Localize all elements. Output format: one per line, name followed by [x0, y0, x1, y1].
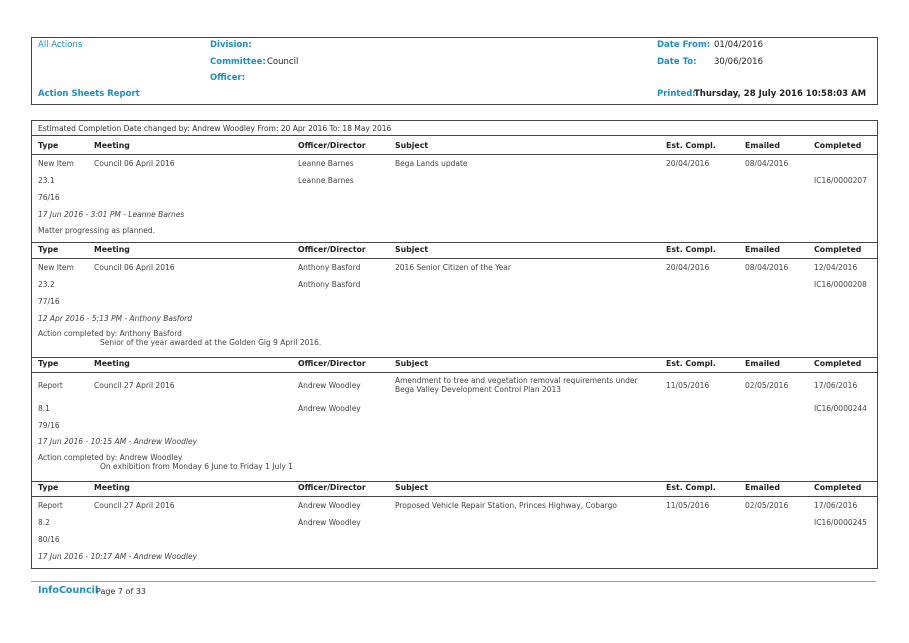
- item-ref: 77/16: [38, 297, 60, 306]
- item-emailed: 02/05/2016: [745, 381, 789, 390]
- item-officer: Anthony Basford: [298, 263, 361, 272]
- item-completed: 12/04/2016: [814, 263, 858, 272]
- col-header-est-compl: Est. Compl.: [666, 483, 716, 492]
- col-header-officer: Officer/Director: [298, 483, 366, 492]
- item-number: 23.2: [38, 280, 55, 289]
- item-completed: 17/06/2016: [814, 501, 858, 510]
- all-actions-label: All Actions: [38, 40, 83, 50]
- brand-logo: InfoCouncil: [38, 585, 99, 596]
- printed-value: Thursday, 28 July 2016 10:58:03 AM: [694, 89, 867, 99]
- col-header-officer: Officer/Director: [298, 141, 366, 150]
- item-action-text: [38, 453, 293, 471]
- item-officer-secondary: Andrew Woodley: [298, 518, 361, 527]
- item-timestamp-note: 12 Apr 2016 - 5:13 PM - Anthony Basford: [38, 314, 193, 323]
- item-doc-ref: IC16/0000207: [814, 176, 867, 185]
- item-emailed: 08/04/2016: [745, 263, 789, 272]
- col-header-est-compl: Est. Compl.: [666, 141, 716, 150]
- committee-label: Committee:: [210, 57, 266, 67]
- col-header-type: Type: [38, 245, 59, 254]
- item-emailed: 02/05/2016: [745, 501, 789, 510]
- item-est-compl: 11/05/2016: [666, 501, 710, 510]
- col-header-subject: Subject: [395, 141, 429, 150]
- action-line-1: Matter progressing as planned.: [38, 226, 155, 235]
- col-header-emailed: Emailed: [745, 141, 780, 150]
- item-meeting: Council 27 April 2016: [94, 501, 175, 510]
- item-ref: 79/16: [38, 421, 60, 430]
- action-line-1: Action completed by: Andrew Woodley: [38, 453, 183, 462]
- date-from-label: Date From:: [657, 40, 711, 50]
- item-meeting: Council 27 April 2016: [94, 381, 175, 390]
- col-header-subject: Subject: [395, 359, 429, 368]
- item-ref: 76/16: [38, 193, 60, 202]
- item-emailed: 08/04/2016: [745, 159, 789, 168]
- col-header-subject: Subject: [395, 483, 429, 492]
- col-header-meeting: Meeting: [94, 245, 130, 254]
- item-officer-secondary: Andrew Woodley: [298, 404, 361, 413]
- col-header-type: Type: [38, 141, 59, 150]
- col-header-officer: Officer/Director: [298, 245, 366, 254]
- col-header-est-compl: Est. Compl.: [666, 245, 716, 254]
- col-header-meeting: Meeting: [94, 483, 130, 492]
- item-doc-ref: IC16/0000208: [814, 280, 867, 289]
- committee-value: Council: [267, 57, 299, 67]
- divider: [32, 258, 877, 259]
- divider: [32, 481, 877, 482]
- item-officer: Leanne Barnes: [298, 159, 354, 168]
- col-header-type: Type: [38, 483, 59, 492]
- report-title: Action Sheets Report: [38, 89, 140, 99]
- action-line-1: Action completed by: Anthony Basford: [38, 329, 182, 338]
- item-action-text: [38, 329, 321, 347]
- item-timestamp-note: 17 Jun 2016 - 10:15 AM - Andrew Woodley: [38, 437, 198, 446]
- action-line-2: On exhibition from Monday 6 June to Friday 1 July 1: [100, 462, 293, 471]
- divider: [32, 496, 877, 497]
- division-label: Division:: [210, 40, 252, 50]
- item-est-compl: 20/04/2016: [666, 159, 710, 168]
- item-est-compl: 20/04/2016: [666, 263, 710, 272]
- item-officer-secondary: Anthony Basford: [298, 280, 361, 289]
- col-header-completed: Completed: [814, 141, 862, 150]
- item-doc-ref: IC16/0000244: [814, 404, 867, 413]
- item-ref: 80/16: [38, 535, 60, 544]
- divider: [32, 135, 877, 136]
- item-timestamp-note: 17 Jun 2016 - 3:01 PM - Leanne Barnes: [38, 210, 185, 219]
- col-header-completed: Completed: [814, 245, 862, 254]
- footer-divider: [31, 581, 876, 582]
- item-officer: Andrew Woodley: [298, 501, 361, 510]
- col-header-officer: Officer/Director: [298, 359, 366, 368]
- date-to-value: 30/06/2016: [714, 57, 763, 67]
- page-number: Page 7 of 33: [96, 587, 146, 596]
- item-subject: Bega Lands update: [395, 159, 468, 168]
- col-header-emailed: Emailed: [745, 359, 780, 368]
- item-action-text: [38, 226, 155, 235]
- printed-label: Printed:: [657, 89, 696, 99]
- item-type: Report: [38, 381, 63, 390]
- divider: [32, 372, 877, 373]
- item-number: 8.1: [38, 404, 50, 413]
- changed-note: Estimated Completion Date changed by: Andrew Woodley From: 20 Apr 2016 To: 18 May 2016: [38, 124, 392, 133]
- item-type: New Item: [38, 159, 74, 168]
- item-number: 8.2: [38, 518, 50, 527]
- officer-label: Officer:: [210, 73, 246, 83]
- item-completed: 17/06/2016: [814, 381, 858, 390]
- item-est-compl: 11/05/2016: [666, 381, 710, 390]
- item-number: 23.1: [38, 176, 55, 185]
- col-header-completed: Completed: [814, 483, 862, 492]
- date-from-value: 01/04/2016: [714, 40, 763, 50]
- item-type: Report: [38, 501, 63, 510]
- item-doc-ref: IC16/0000245: [814, 518, 867, 527]
- item-timestamp-note: 17 Jun 2016 - 10:17 AM - Andrew Woodley: [38, 552, 198, 561]
- col-header-type: Type: [38, 359, 59, 368]
- divider: [32, 242, 877, 243]
- item-officer-secondary: Leanne Barnes: [298, 176, 354, 185]
- col-header-emailed: Emailed: [745, 483, 780, 492]
- action-sheet: [31, 120, 878, 569]
- item-subject: Amendment to tree and vegetation removal requirements under Bega Valley Development Control Plan 2013: [395, 376, 638, 394]
- item-subject: Proposed Vehicle Repair Station, Princes Highway, Cobargo: [395, 501, 617, 510]
- col-header-subject: Subject: [395, 245, 429, 254]
- report-header: [31, 37, 878, 105]
- item-type: New Item: [38, 263, 74, 272]
- action-line-2: Senior of the year awarded at the Golden Gig 9 April 2016.: [100, 338, 322, 347]
- date-to-label: Date To:: [657, 57, 697, 67]
- col-header-meeting: Meeting: [94, 359, 130, 368]
- divider: [32, 357, 877, 358]
- col-header-emailed: Emailed: [745, 245, 780, 254]
- item-meeting: Council 06 April 2016: [94, 263, 175, 272]
- col-header-completed: Completed: [814, 359, 862, 368]
- item-meeting: Council 06 April 2016: [94, 159, 175, 168]
- col-header-meeting: Meeting: [94, 141, 130, 150]
- item-officer: Andrew Woodley: [298, 381, 361, 390]
- item-subject: 2016 Senior Citizen of the Year: [395, 263, 511, 272]
- col-header-est-compl: Est. Compl.: [666, 359, 716, 368]
- divider: [32, 154, 877, 155]
